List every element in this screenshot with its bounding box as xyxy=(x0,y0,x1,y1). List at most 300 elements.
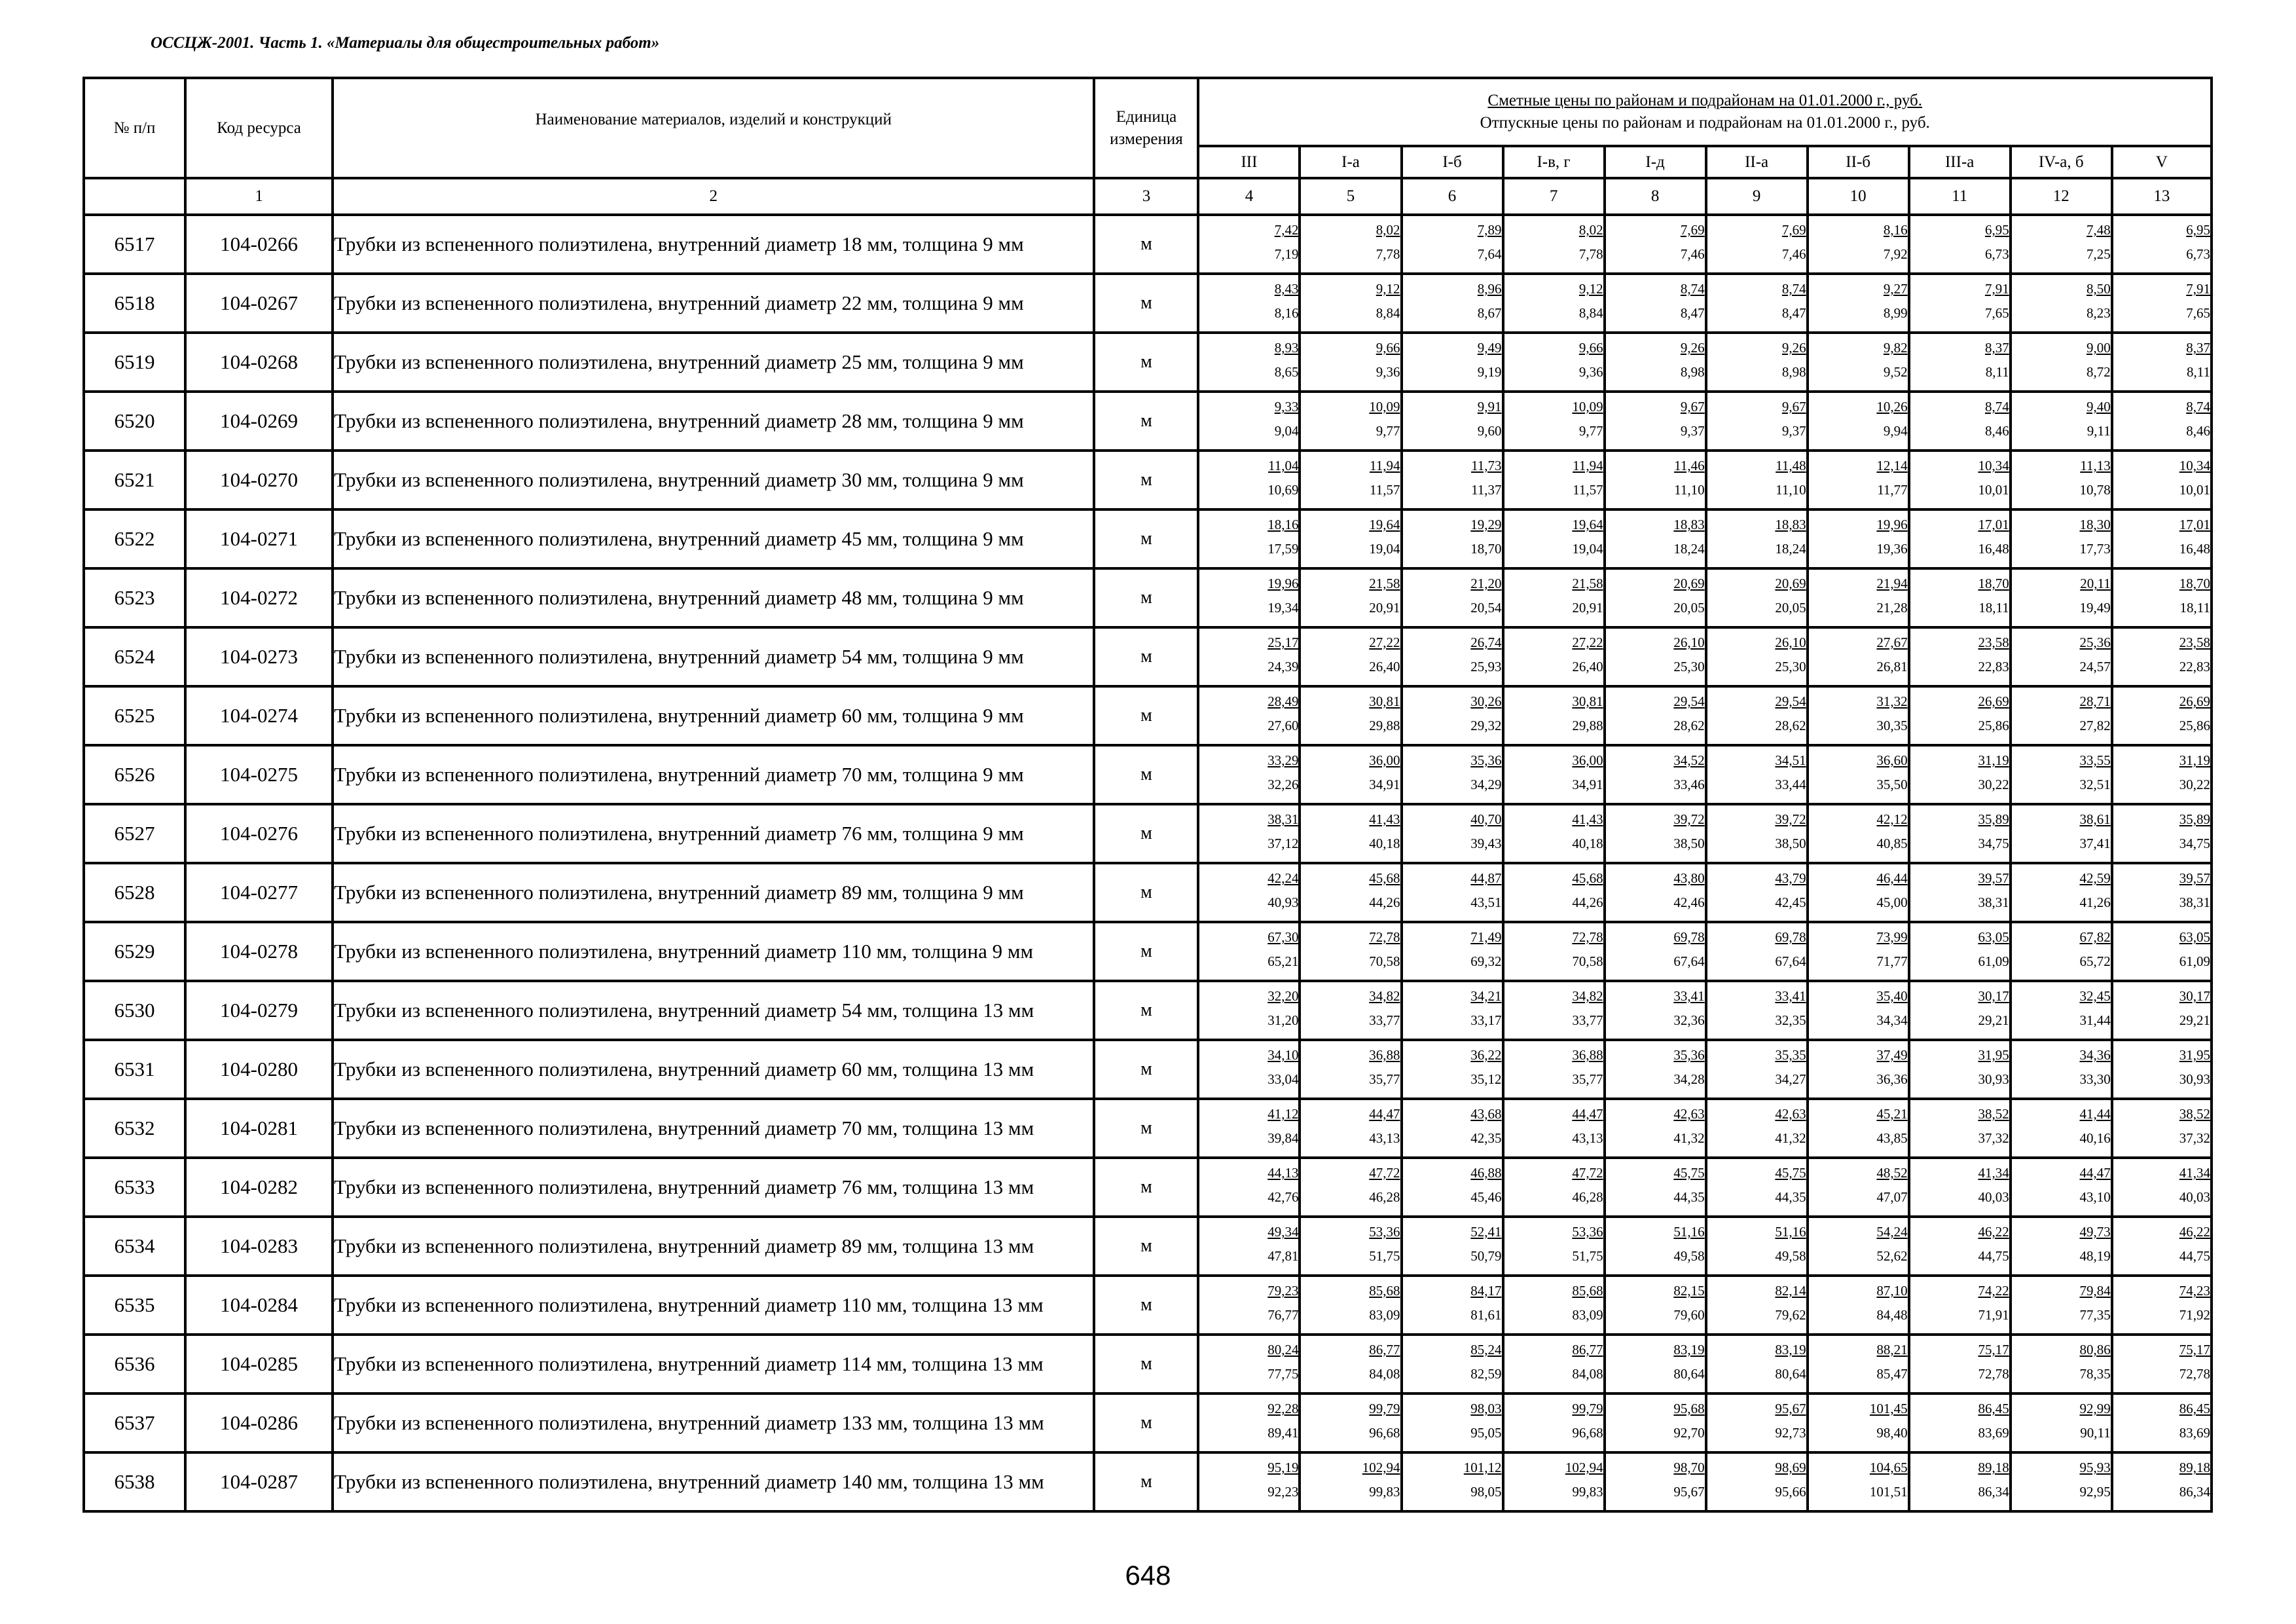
estimate-price: 21,58 xyxy=(1572,576,1603,591)
price-cell xyxy=(2112,1452,2212,1511)
price-cell xyxy=(1402,627,1503,686)
estimate-price: 8,50 xyxy=(2086,281,2111,297)
unit-of-measure: м xyxy=(1094,215,1198,274)
price-cell xyxy=(1503,274,1605,333)
estimate-price: 9,26 xyxy=(1680,340,1705,356)
estimate-price: 39,57 xyxy=(2179,870,2210,886)
price-cell xyxy=(1909,981,2011,1040)
price-cell xyxy=(1300,333,1401,392)
release-price: 7,65 xyxy=(2186,305,2210,321)
estimate-price: 20,11 xyxy=(2080,576,2111,591)
estimate-price: 17,01 xyxy=(2179,517,2210,532)
release-price: 30,35 xyxy=(1876,718,1908,733)
resource-code: 104-0282 xyxy=(185,1158,333,1217)
estimate-price: 10,09 xyxy=(1369,399,1400,415)
estimate-price: 18,83 xyxy=(1673,517,1705,532)
estimate-price: 7,91 xyxy=(2186,281,2210,297)
release-price: 18,70 xyxy=(1470,541,1502,557)
release-price: 19,49 xyxy=(2079,600,2111,616)
unit-of-measure: м xyxy=(1094,686,1198,745)
release-price: 48,19 xyxy=(2079,1248,2111,1264)
price-cell xyxy=(2112,1158,2212,1217)
price-cell xyxy=(1605,804,1706,863)
release-price: 40,03 xyxy=(1978,1189,2009,1205)
estimate-price: 48,52 xyxy=(1876,1165,1908,1181)
release-price: 7,19 xyxy=(1274,246,1299,262)
price-cell xyxy=(2112,1099,2212,1158)
release-price: 18,24 xyxy=(1673,541,1705,557)
table-row xyxy=(84,1158,2212,1217)
estimate-price: 11,46 xyxy=(1674,458,1705,473)
row-number: 6520 xyxy=(84,392,185,451)
price-cell xyxy=(1909,745,2011,804)
release-price: 71,77 xyxy=(1876,953,1908,969)
price-cell xyxy=(1503,745,1605,804)
price-cell xyxy=(1706,922,1808,981)
estimate-price: 85,68 xyxy=(1572,1283,1603,1299)
release-price: 7,92 xyxy=(1883,246,1908,262)
release-price: 77,35 xyxy=(2079,1307,2111,1323)
material-name: Трубки из вспененного полиэтилена, внутренний диаметр 89 мм, толщина 9 мм xyxy=(333,863,1094,922)
estimate-price: 75,17 xyxy=(1978,1342,2009,1357)
price-cell xyxy=(1605,568,1706,627)
release-price: 29,21 xyxy=(1978,1012,2009,1028)
estimate-price: 9,49 xyxy=(1477,340,1502,356)
estimate-price: 31,19 xyxy=(1978,752,2009,768)
estimate-price: 44,87 xyxy=(1470,870,1502,886)
region-header: I-а xyxy=(1300,146,1401,178)
estimate-price: 11,04 xyxy=(1268,458,1299,473)
estimate-price: 92,28 xyxy=(1267,1401,1299,1416)
release-price: 8,99 xyxy=(1883,305,1908,321)
estimate-price: 11,73 xyxy=(1471,458,1502,473)
resource-code: 104-0266 xyxy=(185,215,333,274)
release-price: 27,82 xyxy=(2079,718,2111,733)
estimate-price: 42,59 xyxy=(2079,870,2111,886)
price-cell xyxy=(1605,745,1706,804)
row-number: 6519 xyxy=(84,333,185,392)
resource-code: 104-0287 xyxy=(185,1452,333,1511)
release-price: 86,34 xyxy=(2179,1484,2210,1500)
estimate-price: 38,52 xyxy=(2179,1106,2210,1122)
material-name: Трубки из вспененного полиэтилена, внутренний диаметр 110 мм, толщина 13 мм xyxy=(333,1276,1094,1335)
estimate-price: 8,43 xyxy=(1274,281,1299,297)
release-price: 21,28 xyxy=(1876,600,1908,616)
release-price: 86,34 xyxy=(1978,1484,2009,1500)
price-cell xyxy=(1198,922,1300,981)
price-cell xyxy=(1300,568,1401,627)
price-cell xyxy=(1808,568,1909,627)
price-cell xyxy=(1605,274,1706,333)
estimate-price: 17,01 xyxy=(1978,517,2009,532)
price-cell xyxy=(1909,686,2011,745)
price-cell xyxy=(2011,215,2112,274)
price-cell xyxy=(1808,1393,1909,1452)
estimate-price: 74,22 xyxy=(1978,1283,2009,1299)
release-price: 52,62 xyxy=(1876,1248,1908,1264)
price-cell xyxy=(1808,1217,1909,1276)
estimate-price: 26,69 xyxy=(2179,693,2210,709)
resource-code: 104-0280 xyxy=(185,1040,333,1099)
release-price: 44,35 xyxy=(1775,1189,1806,1205)
row-number: 6538 xyxy=(84,1452,185,1511)
release-price: 25,30 xyxy=(1775,659,1806,674)
price-cell xyxy=(1402,392,1503,451)
estimate-price: 30,81 xyxy=(1369,693,1400,709)
resource-code: 104-0276 xyxy=(185,804,333,863)
price-cell xyxy=(1605,1158,1706,1217)
resource-code: 104-0268 xyxy=(185,333,333,392)
unit-of-measure: м xyxy=(1094,627,1198,686)
release-price: 40,18 xyxy=(1572,836,1603,851)
price-cell xyxy=(2011,1276,2112,1335)
material-name: Трубки из вспененного полиэтилена, внутренний диаметр 18 мм, толщина 9 мм xyxy=(333,215,1094,274)
unit-of-measure: м xyxy=(1094,981,1198,1040)
estimate-price: 52,41 xyxy=(1470,1224,1502,1240)
estimate-price: 6,95 xyxy=(1984,222,2009,238)
price-cell xyxy=(1300,1393,1401,1452)
release-price: 99,83 xyxy=(1369,1484,1400,1500)
price-cell xyxy=(1706,745,1808,804)
price-cell xyxy=(2112,981,2212,1040)
price-cell xyxy=(1706,451,1808,509)
price-cell xyxy=(2112,392,2212,451)
estimate-price: 45,75 xyxy=(1775,1165,1806,1181)
row-number: 6537 xyxy=(84,1393,185,1452)
column-number: 2 xyxy=(333,178,1094,215)
price-cell xyxy=(1808,686,1909,745)
release-price: 95,67 xyxy=(1673,1484,1705,1500)
price-cell xyxy=(1503,804,1605,863)
price-cell xyxy=(2112,1217,2212,1276)
release-price: 9,77 xyxy=(1376,423,1400,439)
material-name: Трубки из вспененного полиэтилена, внутренний диаметр 60 мм, толщина 9 мм xyxy=(333,686,1094,745)
release-price: 71,92 xyxy=(2179,1307,2210,1323)
estimate-price: 71,49 xyxy=(1470,929,1502,945)
resource-code: 104-0272 xyxy=(185,568,333,627)
price-cell xyxy=(1300,1099,1401,1158)
release-price: 26,40 xyxy=(1572,659,1603,674)
price-cell xyxy=(1198,1158,1300,1217)
col-header-unit: Единица измерения xyxy=(1094,78,1198,178)
price-cell xyxy=(1706,804,1808,863)
estimate-price: 34,52 xyxy=(1673,752,1705,768)
price-cell xyxy=(2011,863,2112,922)
estimate-price: 44,47 xyxy=(1369,1106,1400,1122)
release-price: 8,47 xyxy=(1781,305,1806,321)
price-cell xyxy=(1503,922,1605,981)
release-price: 40,03 xyxy=(2179,1189,2210,1205)
estimate-price: 10,34 xyxy=(1978,458,2009,473)
price-cell xyxy=(1402,509,1503,568)
price-cell xyxy=(1503,568,1605,627)
release-price: 22,83 xyxy=(2179,659,2210,674)
price-cell xyxy=(2112,863,2212,922)
resource-code: 104-0270 xyxy=(185,451,333,509)
release-price: 92,70 xyxy=(1673,1425,1705,1441)
release-price: 47,81 xyxy=(1267,1248,1299,1264)
estimate-price: 80,24 xyxy=(1267,1342,1299,1357)
release-price: 8,65 xyxy=(1274,364,1299,380)
price-cell xyxy=(1808,509,1909,568)
price-cell xyxy=(1808,1099,1909,1158)
price-cell xyxy=(1300,922,1401,981)
estimate-price: 26,10 xyxy=(1775,635,1806,650)
release-price: 40,93 xyxy=(1267,895,1299,910)
estimate-price: 89,18 xyxy=(2179,1460,2210,1475)
release-price: 32,51 xyxy=(2079,777,2111,792)
price-cell xyxy=(2011,686,2112,745)
release-price: 19,04 xyxy=(1369,541,1400,557)
estimate-price: 84,17 xyxy=(1470,1283,1502,1299)
table-row xyxy=(84,1393,2212,1452)
price-cell xyxy=(1909,392,2011,451)
release-price: 61,09 xyxy=(1978,953,2009,969)
release-price: 29,88 xyxy=(1572,718,1603,733)
estimate-price: 9,00 xyxy=(2086,340,2111,356)
price-cell xyxy=(1909,627,2011,686)
release-price: 47,07 xyxy=(1876,1189,1908,1205)
release-price: 69,32 xyxy=(1470,953,1502,969)
price-cell xyxy=(1706,1099,1808,1158)
price-cell xyxy=(1402,1158,1503,1217)
release-price: 77,75 xyxy=(1267,1366,1299,1382)
release-price: 9,37 xyxy=(1781,423,1806,439)
release-price: 11,77 xyxy=(1877,482,1908,498)
estimate-price: 46,22 xyxy=(2179,1224,2210,1240)
estimate-price: 36,88 xyxy=(1369,1047,1400,1063)
release-price: 30,93 xyxy=(1978,1071,2009,1087)
price-cell xyxy=(1909,1217,2011,1276)
release-price: 7,46 xyxy=(1781,246,1806,262)
resource-code: 104-0284 xyxy=(185,1276,333,1335)
release-price: 42,76 xyxy=(1267,1189,1299,1205)
price-cell xyxy=(1300,1158,1401,1217)
release-price: 30,22 xyxy=(2179,777,2210,792)
row-number: 6522 xyxy=(84,509,185,568)
price-cell xyxy=(1503,981,1605,1040)
price-cell xyxy=(1198,509,1300,568)
estimate-price: 85,68 xyxy=(1369,1283,1400,1299)
estimate-price: 30,17 xyxy=(2179,988,2210,1004)
release-price: 37,12 xyxy=(1267,836,1299,851)
price-cell xyxy=(1198,686,1300,745)
release-price: 45,46 xyxy=(1470,1189,1502,1205)
estimate-price: 11,94 xyxy=(1573,458,1603,473)
price-cell xyxy=(2011,1217,2112,1276)
row-number: 6536 xyxy=(84,1335,185,1393)
material-name: Трубки из вспененного полиэтилена, внутренний диаметр 48 мм, толщина 9 мм xyxy=(333,568,1094,627)
resource-code: 104-0275 xyxy=(185,745,333,804)
release-price: 17,59 xyxy=(1267,541,1299,557)
release-price: 18,11 xyxy=(1978,600,2009,616)
estimate-price: 9,67 xyxy=(1680,399,1705,415)
release-price: 20,91 xyxy=(1369,600,1400,616)
column-number: 8 xyxy=(1605,178,1706,215)
estimate-price: 31,95 xyxy=(2179,1047,2210,1063)
table-row xyxy=(84,627,2212,686)
release-price: 18,24 xyxy=(1775,541,1806,557)
release-price: 29,88 xyxy=(1369,718,1400,733)
release-price: 72,78 xyxy=(2179,1366,2210,1382)
estimate-price: 18,83 xyxy=(1775,517,1806,532)
table-row xyxy=(84,1276,2212,1335)
resource-code: 104-0271 xyxy=(185,509,333,568)
release-price: 24,57 xyxy=(2079,659,2111,674)
release-price: 32,36 xyxy=(1673,1012,1705,1028)
estimate-price: 18,70 xyxy=(1978,576,2009,591)
price-cell xyxy=(1808,1276,1909,1335)
estimate-price: 7,91 xyxy=(1984,281,2009,297)
col-header-name: Наименование материалов, изделий и конструкций xyxy=(333,78,1094,178)
document-header: ОССЦЖ-2001. Часть 1. «Материалы для общестроительных работ» xyxy=(151,34,660,52)
estimate-price: 39,57 xyxy=(1978,870,2009,886)
row-number: 6518 xyxy=(84,274,185,333)
estimate-price: 42,24 xyxy=(1267,870,1299,886)
price-cell xyxy=(2112,686,2212,745)
release-price: 10,01 xyxy=(2179,482,2210,498)
price-cell xyxy=(2112,922,2212,981)
release-price: 34,27 xyxy=(1775,1071,1806,1087)
estimate-price: 51,16 xyxy=(1775,1224,1806,1240)
release-price: 37,32 xyxy=(1978,1130,2009,1146)
price-cell xyxy=(1300,1452,1401,1511)
price-cell xyxy=(2112,627,2212,686)
price-cell xyxy=(1503,1393,1605,1452)
release-price: 25,86 xyxy=(1978,718,2009,733)
material-name: Трубки из вспененного полиэтилена, внутренний диаметр 22 мм, толщина 9 мм xyxy=(333,274,1094,333)
estimate-price: 30,17 xyxy=(1978,988,2009,1004)
release-price: 39,43 xyxy=(1470,836,1502,851)
price-cell xyxy=(1402,1452,1503,1511)
table-row xyxy=(84,686,2212,745)
release-price: 8,23 xyxy=(2086,305,2111,321)
estimate-price: 7,89 xyxy=(1477,222,1502,238)
release-price: 9,94 xyxy=(1883,423,1908,439)
estimate-price: 44,47 xyxy=(1572,1106,1603,1122)
estimate-price: 7,48 xyxy=(2086,222,2111,238)
release-price: 31,44 xyxy=(2079,1012,2111,1028)
price-cell xyxy=(1402,686,1503,745)
release-price: 11,10 xyxy=(1776,482,1806,498)
release-price: 9,37 xyxy=(1680,423,1705,439)
estimate-price: 8,93 xyxy=(1274,340,1299,356)
estimate-price: 12,14 xyxy=(1876,458,1908,473)
price-cell xyxy=(1808,215,1909,274)
price-cell xyxy=(1605,981,1706,1040)
estimate-price: 19,64 xyxy=(1369,517,1400,532)
price-cell xyxy=(2011,922,2112,981)
estimate-price: 7,69 xyxy=(1781,222,1806,238)
release-price: 79,62 xyxy=(1775,1307,1806,1323)
column-number: 4 xyxy=(1198,178,1300,215)
price-cell xyxy=(2011,274,2112,333)
release-price: 8,72 xyxy=(2086,364,2111,380)
price-cell xyxy=(1808,981,1909,1040)
estimate-price: 36,60 xyxy=(1876,752,1908,768)
estimate-price: 25,36 xyxy=(2079,635,2111,650)
price-cell xyxy=(1198,981,1300,1040)
estimate-price: 67,30 xyxy=(1267,929,1299,945)
release-price: 32,35 xyxy=(1775,1012,1806,1028)
table-row xyxy=(84,333,2212,392)
estimate-price: 86,45 xyxy=(2179,1401,2210,1416)
price-cell xyxy=(1503,1158,1605,1217)
resource-code: 104-0285 xyxy=(185,1335,333,1393)
release-price: 90,11 xyxy=(2080,1425,2111,1441)
row-number: 6517 xyxy=(84,215,185,274)
release-price: 34,75 xyxy=(1978,836,2009,851)
release-price: 43,13 xyxy=(1572,1130,1603,1146)
estimate-price: 36,00 xyxy=(1572,752,1603,768)
price-cell xyxy=(1198,333,1300,392)
price-cell xyxy=(1503,451,1605,509)
resource-code: 104-0283 xyxy=(185,1217,333,1276)
estimate-price: 46,44 xyxy=(1876,870,1908,886)
release-price: 8,84 xyxy=(1376,305,1400,321)
estimate-price: 41,12 xyxy=(1267,1106,1299,1122)
estimate-price: 19,29 xyxy=(1470,517,1502,532)
estimate-price: 9,66 xyxy=(1578,340,1603,356)
price-cell xyxy=(1706,333,1808,392)
release-price: 96,68 xyxy=(1572,1425,1603,1441)
unit-of-measure: м xyxy=(1094,1099,1198,1158)
price-cell xyxy=(1909,1393,2011,1452)
release-price: 71,91 xyxy=(1978,1307,2009,1323)
release-price: 67,64 xyxy=(1775,953,1806,969)
estimate-price: 98,03 xyxy=(1470,1401,1502,1416)
release-price: 44,26 xyxy=(1369,895,1400,910)
release-price: 65,21 xyxy=(1267,953,1299,969)
estimate-price: 34,36 xyxy=(2079,1047,2111,1063)
estimate-price: 41,34 xyxy=(2179,1165,2210,1181)
region-header: I-д xyxy=(1605,146,1706,178)
estimate-price: 42,12 xyxy=(1876,811,1908,827)
release-price: 33,46 xyxy=(1673,777,1705,792)
estimate-price: 8,37 xyxy=(2186,340,2210,356)
resource-code: 104-0277 xyxy=(185,863,333,922)
price-cell xyxy=(1706,568,1808,627)
price-cell xyxy=(2011,981,2112,1040)
release-price: 34,91 xyxy=(1369,777,1400,792)
column-number: 9 xyxy=(1706,178,1808,215)
estimate-price: 31,32 xyxy=(1876,693,1908,709)
estimate-price: 85,24 xyxy=(1470,1342,1502,1357)
price-cell xyxy=(1198,451,1300,509)
estimate-price: 7,42 xyxy=(1274,222,1299,238)
region-header: III-а xyxy=(1909,146,2011,178)
resource-code: 104-0269 xyxy=(185,392,333,451)
release-price: 98,05 xyxy=(1470,1484,1502,1500)
price-cell xyxy=(2112,451,2212,509)
price-cell xyxy=(2112,804,2212,863)
release-price: 40,16 xyxy=(2079,1130,2111,1146)
estimate-price: 34,82 xyxy=(1369,988,1400,1004)
release-price: 34,34 xyxy=(1876,1012,1908,1028)
table-row xyxy=(84,745,2212,804)
release-price: 44,75 xyxy=(2179,1248,2210,1264)
estimate-price: 53,36 xyxy=(1572,1224,1603,1240)
release-price: 19,36 xyxy=(1876,541,1908,557)
unit-of-measure: м xyxy=(1094,1217,1198,1276)
price-cell xyxy=(1706,627,1808,686)
release-price: 17,73 xyxy=(2079,541,2111,557)
estimate-price: 21,58 xyxy=(1369,576,1400,591)
estimate-price: 82,14 xyxy=(1775,1283,1806,1299)
release-price: 9,36 xyxy=(1578,364,1603,380)
price-cell xyxy=(1503,333,1605,392)
estimate-price: 23,58 xyxy=(2179,635,2210,650)
